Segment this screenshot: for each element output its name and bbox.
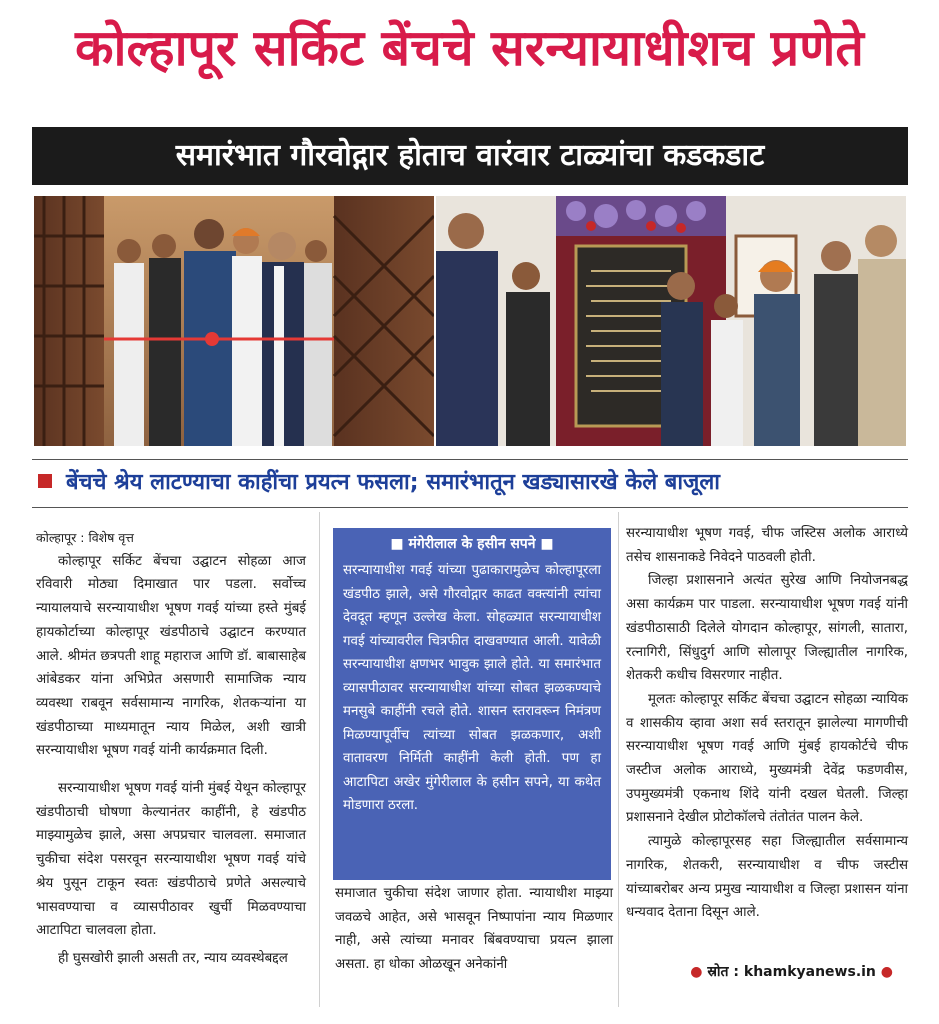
- plaque-unveiling-photo: [436, 196, 906, 446]
- bullet-square-icon: [38, 474, 52, 488]
- ribbon-cutting-photo: [34, 196, 434, 446]
- col1-para-3: ही घुसखोरी झाली असती तर, न्याय व्यवस्थेबद्दल: [58, 950, 288, 966]
- rule-top: [32, 459, 908, 460]
- rule-bottom: [32, 507, 908, 508]
- col3-para-1: सरन्यायाधीश भूषण गवई, चीफ जस्टिस अलोक आराध्ये तसेच शासनाकडे निवेदने पाठवली होती.: [626, 526, 908, 565]
- bullet-dot-icon: ●: [880, 964, 893, 980]
- source-label: स्रोत :: [707, 964, 740, 980]
- col1-para-1: कोल्हापूर सर्किट बेंचचा उद्घाटन सोहळा आज रविवारी मोठ्या दिमाखात पार पडला. सर्वोच्च न्यायालयाचे सरन्यायाधीश भूषण गवई यांच्या हस्ते मुंबई हायकोर्टाच्या कोल्हापूर खंडपीठाचे उद्घाटन करण्यात आले. श्रीमंत छत्रपती शाहू महाराज आणि डॉ. बाबासाहेब आंबेडकर यांना अभिप्रेत असणारी सामाजिक न्याय व्यवस्था राबवून सर्वसामान्य नागरिक, शेतकऱ्यांना या खंडपीठाच्या माध्यमातून न्याय मिळेल, अशी खात्री सरन्यायाधीश भूषण गवई यांनी कार्यक्रमात दिली.: [36, 553, 306, 759]
- source-credit: [690, 962, 893, 981]
- column-3: [626, 522, 908, 925]
- bullet-dot-icon: ●: [690, 964, 703, 980]
- column-2: [335, 882, 613, 977]
- headline: कोल्हापूर सर्किट बेंचचे सरन्यायाधीशच प्रणेते: [75, 19, 864, 77]
- col3-para-3: मूलतः कोल्हापूर सर्किट बेंचचा उद्घाटन सोहळा न्यायिक व शासकीय व्हावा अशा सर्व स्तरातून झालेल्या मागणीची सरन्यायाधीश भूषण गवई आणि मुंबई हायकोर्टचे चीफ जस्टीज अलोक आराध्ये, मुख्यमंत्री देवेंद्र फडणवीस, उपमुख्यमंत्री एकनाथ शिंदे यांनी दखल घेतली. जिल्हा प्रशासनाने देखील प्रोटोकॉलचे तंतोतंत पालन केले.: [626, 691, 908, 826]
- photo-strip: [34, 196, 906, 446]
- dateline: कोल्हापूर : विशेष वृत्त: [36, 530, 134, 545]
- col1-para-2: सरन्यायाधीश भूषण गवई यांनी मुंबई येथून कोल्हापूर खंडपीठाची घोषणा केल्यानंतर काहींनी, हे खंडपीठ माझ्यामुळेच झाले, असा अपप्रचार चालवला. समाजात चुकीचा संदेश पसरवून सरन्यायाधीश भूषण गवई यांचे श्रेय पुसून टाकून स्वतः खंडपीठाचे प्रणेते असल्याचे भासवण्याचा व व्यासपीठावर खुर्ची मिळवण्याचा आटापिटा चालवला होता.: [36, 781, 306, 939]
- section-subhead: [38, 466, 898, 500]
- col3-para-4: त्यामुळे कोल्हापूरसह सहा जिल्ह्यातील सर्वसामान्य नागरिक, शेतकरी, सरन्यायाधीश व चीफ जस्टीस यांच्याबरोबर अन्य प्रमुख न्यायाधीश व जिल्हा प्रशासन यांना धन्यवाद देताना दिसून आले.: [626, 834, 908, 921]
- column-divider-1: [319, 512, 320, 1007]
- sidebar-box: [333, 528, 611, 880]
- column-1: [36, 526, 306, 971]
- sidebar-box-title: ■ मंगेरीलाल के हसीन सपने ■: [390, 536, 554, 552]
- source-site: khamkyanews.in: [743, 964, 876, 980]
- subheadline-bar: समारंभात गौरवोद्गार होताच वारंवार टाळ्यांचा कडकडाट: [32, 127, 908, 185]
- col2-para-1: समाजात चुकीचा संदेश जाणार होता. न्यायाधीश माझ्या जवळचे आहेत, असे भासवून निष्पापांना न्याय मिळणार नाही, असे त्यांच्या मनावर बिंबवण्याचा प्रयत्न झाला असता. हा धोका ओळखून अनेकांनी: [335, 886, 613, 973]
- section-subhead-text: बेंचचे श्रेय लाटण्याचा काहींचा प्रयत्न फसला; समारंभातून खड्यासारखे केले बाजूला: [66, 470, 721, 495]
- column-divider-2: [618, 512, 619, 1007]
- col3-para-2: जिल्हा प्रशासनाने अत्यंत सुरेख आणि नियोजनबद्ध असा कार्यक्रम पार पाडला. सरन्यायाधीश भूषण गवई यांनी खंडपीठासाठी दिलेले योगदान कोल्हापूर, सांगली, सातारा, रत्नागिरी, सिंधुदुर्ग आणि सोलापूर जिल्ह्यातील नागरिक, शेतकरी कधीच विसरणार नाहीत.: [626, 573, 908, 684]
- sidebar-box-body: सरन्यायाधीश गवई यांच्या पुढाकारामुळेच कोल्हापूरला खंडपीठ झाले, असे गौरवोद्गार काढत वक्त्यांनी त्यांचा देवदूत म्हणून उल्लेख केला. सोहळ्यात सरन्यायाधीश गवई यांच्यावरील चित्रफीत दाखवण्यात आली. यावेळी सरन्यायाधीश क्षणभर भावुक झाले होते. या समारंभात व्यासपीठावर सरन्यायाधीश यांच्या सोबत झळकण्याचे मनसुबे काहींनी रचले होते. शासन स्तरावरून निमंत्रण मिळण्यापूर्वीच त्यांच्या सोबत झळकणार, अशी वातावरण निर्मिती काहींनी केली होती. पण हा आटापिटा अखेर मुंगेरीलाल के हसीन सपने, या कथेत मोडणारा ठरला.: [343, 563, 601, 813]
